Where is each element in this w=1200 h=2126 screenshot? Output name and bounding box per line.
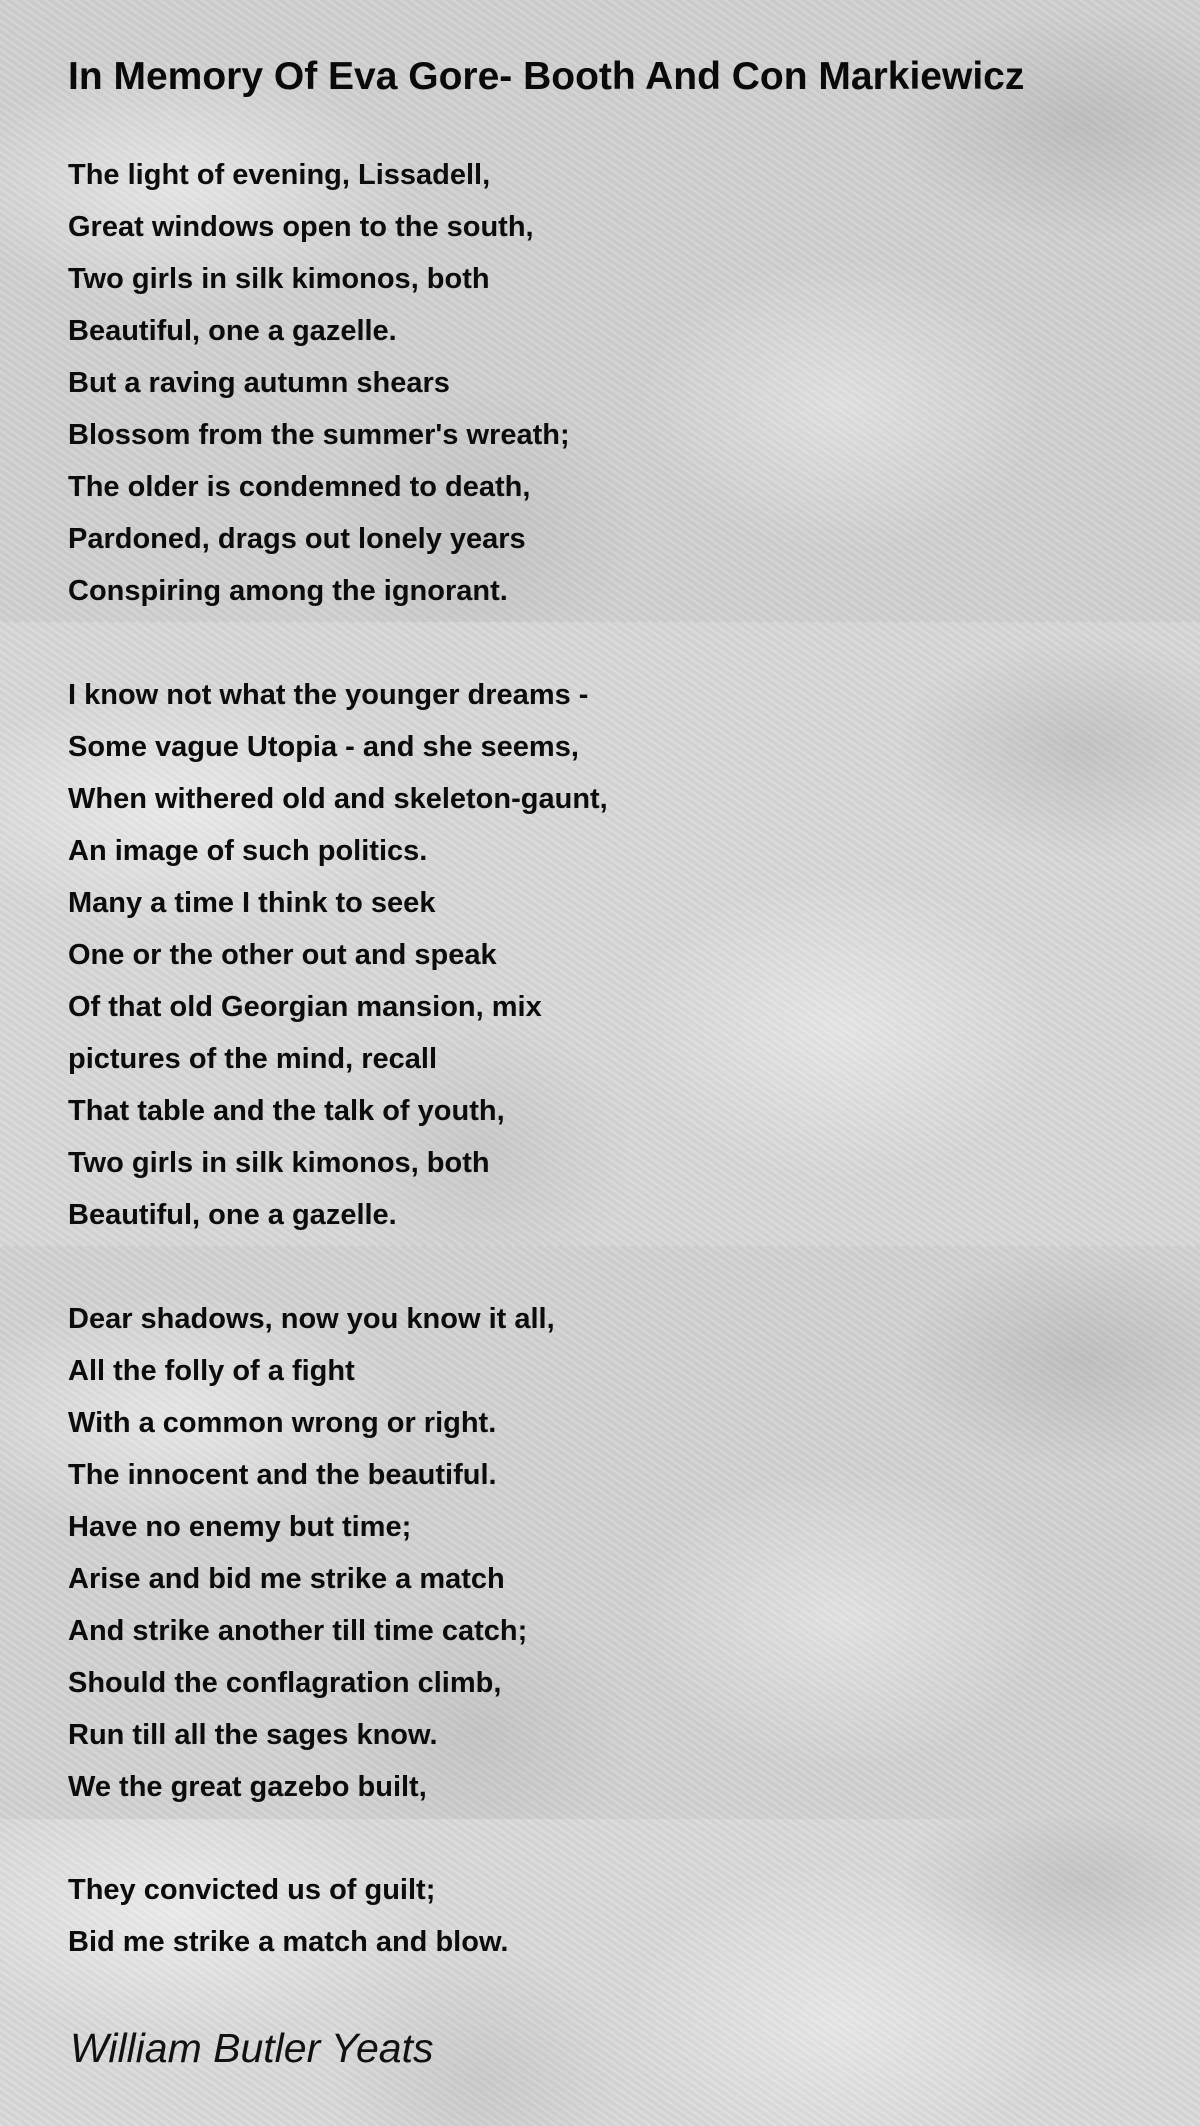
poem-line: Of that old Georgian mansion, mix	[68, 991, 542, 1023]
poem-line: Many a time I think to seek	[68, 887, 436, 919]
stanza-2	[68, 669, 608, 1241]
poem-line: Great windows open to the south,	[68, 211, 534, 243]
poem-line: And strike another till time catch;	[68, 1615, 528, 1647]
poem-line: Bid me strike a match and blow.	[68, 1926, 509, 1958]
poem-line: Some vague Utopia - and she seems,	[68, 731, 579, 763]
poem-line: One or the other out and speak	[68, 939, 497, 971]
poem-author: William Butler Yeats	[70, 2025, 434, 2071]
poem-line: The older is condemned to death,	[68, 471, 531, 503]
stanza-3	[68, 1293, 555, 1813]
poem-line: Run till all the sages know.	[68, 1719, 438, 1751]
stanza-1	[68, 149, 570, 617]
stanza-4	[68, 1864, 508, 1968]
poem-line: The light of evening, Lissadell,	[68, 159, 491, 191]
poem-line: pictures of the mind, recall	[68, 1043, 438, 1075]
poem-line: We the great gazebo built,	[68, 1771, 427, 1803]
poem-line: Dear shadows, now you know it all,	[68, 1303, 555, 1335]
poem-line: Beautiful, one a gazelle.	[68, 315, 397, 347]
poem-title: In Memory Of Eva Gore- Booth And Con Markiewicz	[68, 55, 1025, 98]
poem-line: I know not what the younger dreams -	[68, 679, 589, 711]
poem-line: Pardoned, drags out lonely years	[68, 523, 526, 555]
poem-line: Should the conflagration climb,	[68, 1667, 502, 1699]
poem-line: With a common wrong or right.	[68, 1407, 497, 1439]
poem-line: When withered old and skeleton-gaunt,	[68, 783, 608, 815]
poem-line: They convicted us of guilt;	[68, 1874, 436, 1906]
poem-line: An image of such politics.	[68, 835, 428, 867]
poem-line: That table and the talk of youth,	[68, 1095, 505, 1127]
poem-line: Two girls in silk kimonos, both	[68, 263, 490, 295]
poem-line: The innocent and the beautiful.	[68, 1459, 497, 1491]
poem-line: Beautiful, one a gazelle.	[68, 1199, 397, 1231]
poem-line: Two girls in silk kimonos, both	[68, 1147, 490, 1179]
poem-line: Blossom from the summer's wreath;	[68, 419, 570, 451]
poem-line: Have no enemy but time;	[68, 1511, 412, 1543]
poem-line: Arise and bid me strike a match	[68, 1563, 505, 1595]
poem-line: But a raving autumn shears	[68, 367, 450, 399]
poem-line: Conspiring among the ignorant.	[68, 575, 508, 607]
poem-line: All the folly of a fight	[68, 1355, 355, 1387]
